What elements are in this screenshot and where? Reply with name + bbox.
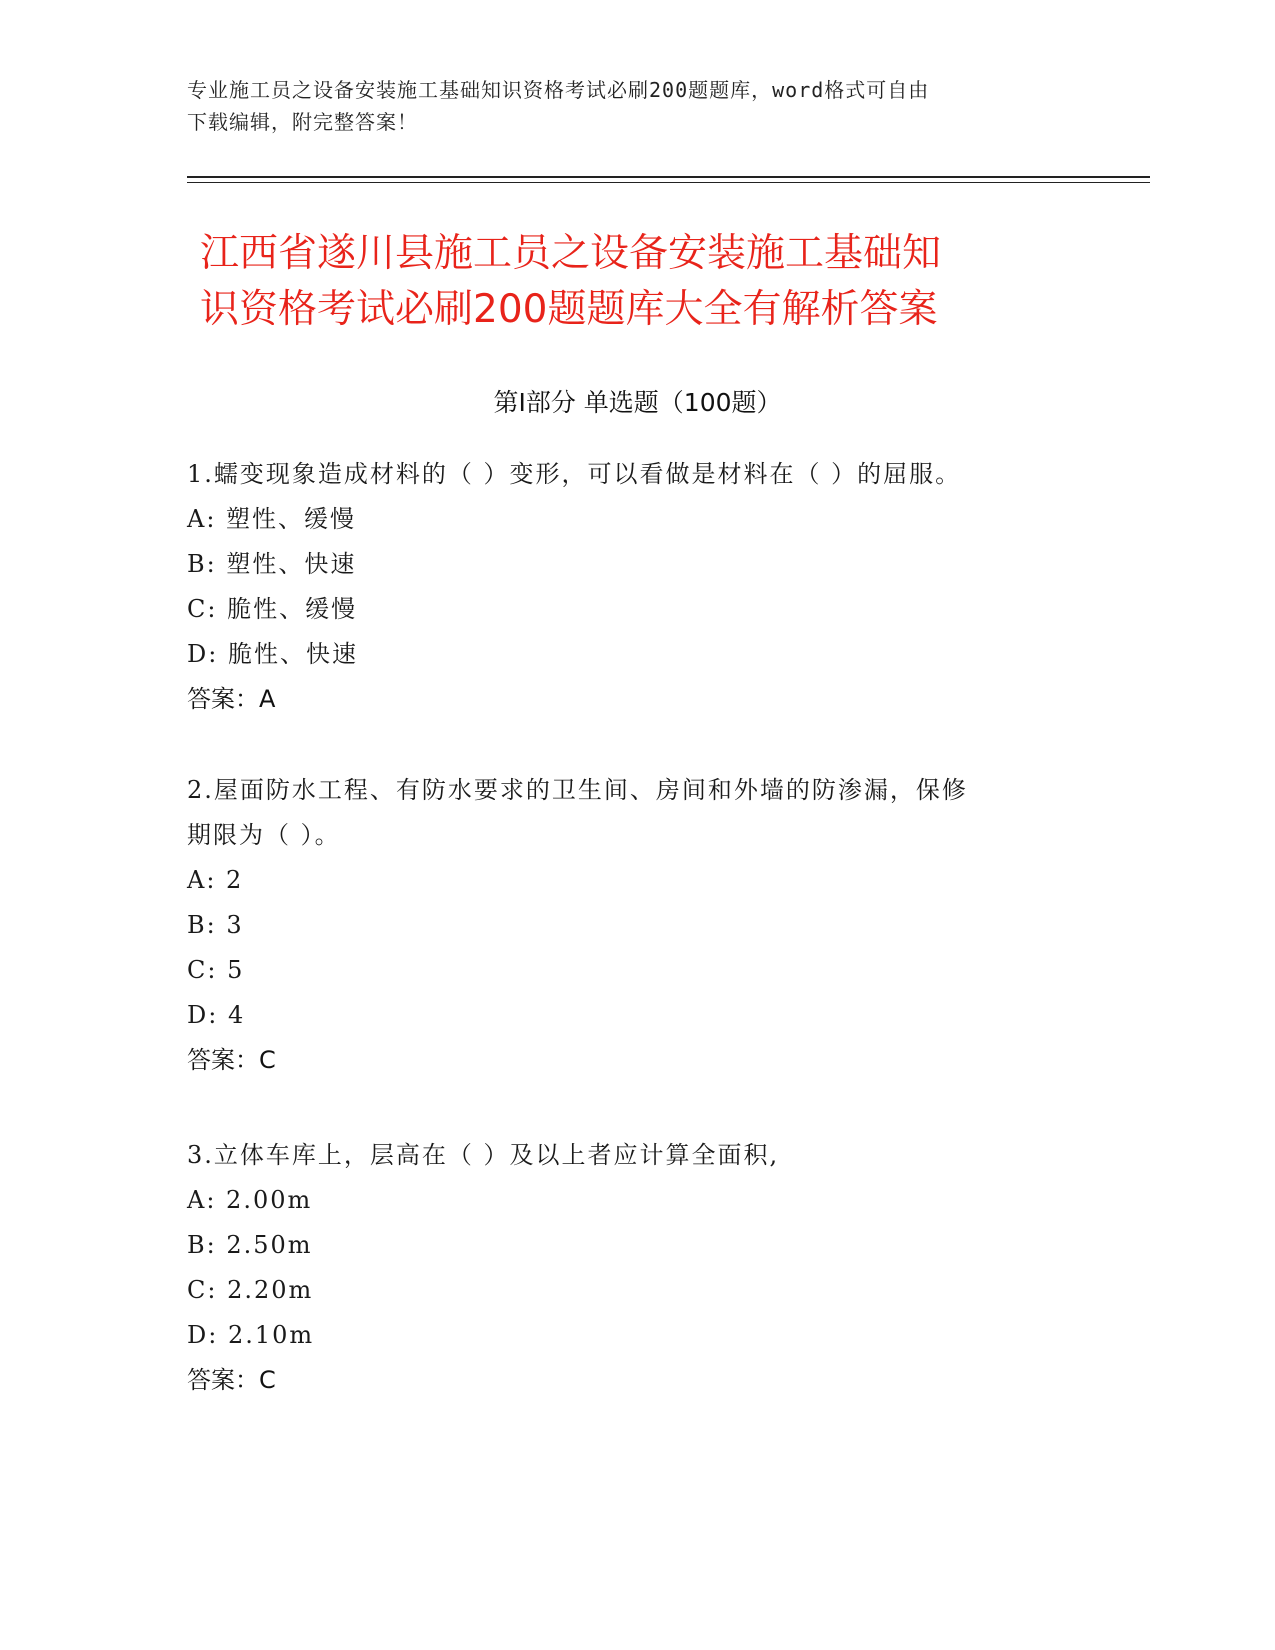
question-1-option-d: D: 脆性、快速 xyxy=(187,640,358,668)
question-2-option-a: A: 2 xyxy=(187,866,244,894)
header-note-line-1: 专业施工员之设备安装施工基础知识资格考试必刷200题题库，word格式可自由 xyxy=(187,78,930,102)
question-3-option-c: C: 2.20m xyxy=(187,1276,314,1304)
question-2-option-b: B: 3 xyxy=(187,911,244,939)
question-1-stem: 1.蠕变现象造成材料的（ ）变形，可以看做是材料在（ ）的屈服。 xyxy=(187,460,962,488)
question-1-option-b: B: 塑性、快速 xyxy=(187,550,357,578)
question-2 xyxy=(187,768,1087,1083)
question-2-option-c: C: 5 xyxy=(187,956,245,984)
question-2-stem-line-1: 2.屋面防水工程、有防水要求的卫生间、房间和外墙的防渗漏，保修 xyxy=(187,776,968,804)
document-title-line-1: 江西省遂川县施工员之设备安装施工基础知 xyxy=(200,231,942,276)
question-3-option-b: B: 2.50m xyxy=(187,1231,313,1259)
question-3 xyxy=(187,1133,1087,1403)
question-1-option-a: A: 塑性、缓慢 xyxy=(187,505,357,533)
question-2-option-d: D: 4 xyxy=(187,1001,246,1029)
header-divider-thin xyxy=(187,182,1150,183)
header-divider-thick xyxy=(187,176,1150,178)
document-title-line-2: 识资格考试必刷200题题库大全有解析答案 xyxy=(200,287,938,332)
section-title: 第Ⅰ部分 单选题（100题） xyxy=(493,388,782,417)
question-1-answer: 答案：A xyxy=(187,685,276,713)
question-3-answer: 答案：C xyxy=(187,1366,276,1394)
document-title xyxy=(200,226,1100,338)
question-2-answer: 答案：C xyxy=(187,1046,276,1074)
question-1 xyxy=(187,452,1087,722)
question-3-option-a: A: 2.00m xyxy=(187,1186,313,1214)
question-2-stem-line-2: 期限为（ ）。 xyxy=(187,821,341,849)
question-1-option-c: C: 脆性、缓慢 xyxy=(187,595,358,623)
header-note-line-2: 下载编辑，附完整答案！ xyxy=(187,110,418,134)
question-3-stem: 3.立体车库上，层高在（ ）及以上者应计算全面积, xyxy=(187,1141,780,1169)
question-3-option-d: D: 2.10m xyxy=(187,1321,315,1349)
header-note xyxy=(187,74,1087,138)
